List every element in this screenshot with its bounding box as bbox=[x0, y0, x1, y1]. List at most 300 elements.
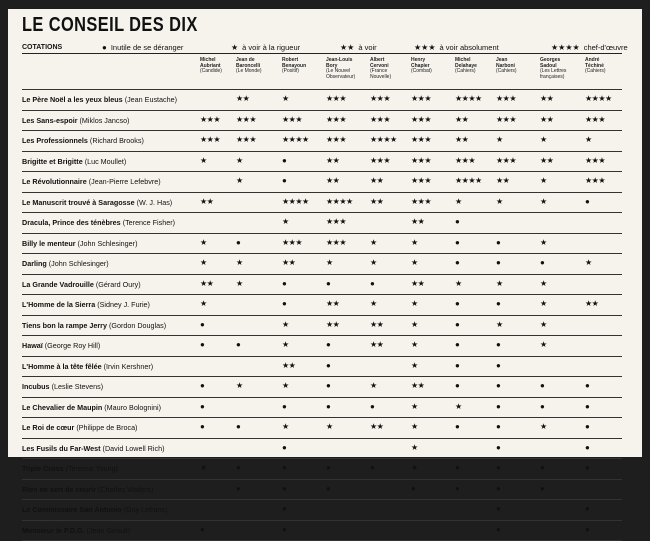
film-director: (John Schlesinger) bbox=[49, 259, 109, 268]
film-label bbox=[22, 341, 100, 350]
film-title: Monsieur le P.D.G. bbox=[22, 526, 85, 535]
rating-cell: ★ bbox=[370, 258, 377, 267]
rating-cell: ● bbox=[326, 361, 330, 370]
table-row bbox=[22, 397, 622, 419]
rating-cell: ★★ bbox=[370, 340, 383, 349]
rating-cell: ● bbox=[540, 484, 544, 493]
critic-header bbox=[326, 58, 355, 80]
rating-cell: ★★ bbox=[455, 135, 468, 144]
film-director: (Irvin Kershner) bbox=[104, 362, 154, 371]
critic-name: Albert Cervoni bbox=[370, 58, 391, 69]
film-label bbox=[22, 403, 161, 412]
rating-cell: ★ bbox=[326, 422, 333, 431]
rating-cell: ● bbox=[236, 340, 240, 349]
table-row bbox=[22, 417, 622, 439]
legend-item-rigueur: ★ à voir à la rigueur bbox=[231, 43, 300, 52]
rating-cell: ★★★★ bbox=[370, 135, 397, 144]
rating-cell: ● bbox=[236, 484, 240, 493]
rating-cell: ★ bbox=[540, 238, 547, 247]
critic-publication: (Les Lettres françaises) bbox=[540, 69, 566, 80]
film-label bbox=[22, 116, 129, 125]
critic-header bbox=[200, 58, 222, 75]
two-star-icon: ★★ bbox=[340, 43, 354, 52]
rating-cell: ● bbox=[496, 361, 500, 370]
rating-cell: ★★★ bbox=[236, 135, 256, 144]
rating-cell: ★★ bbox=[326, 176, 339, 185]
rating-cell: ★★★ bbox=[411, 176, 431, 185]
table-row bbox=[22, 520, 622, 541]
rating-cell: ★ bbox=[411, 463, 418, 472]
rating-cell: ● bbox=[585, 197, 589, 206]
film-label bbox=[22, 280, 141, 289]
critic-name: Georges Sadoul bbox=[540, 58, 566, 69]
film-title: Tiens bon la rampe Jerry bbox=[22, 321, 107, 330]
page-title: LE CONSEIL DES DIX bbox=[22, 14, 198, 37]
rating-cell: ★ bbox=[236, 258, 243, 267]
rating-cell: ● bbox=[200, 422, 204, 431]
table-row bbox=[22, 274, 622, 296]
rating-cell: ★★ bbox=[540, 156, 553, 165]
table-row bbox=[22, 458, 622, 480]
rating-cell: ★★★ bbox=[326, 115, 346, 124]
film-director: (Terence Young) bbox=[66, 464, 118, 473]
film-label bbox=[22, 464, 118, 473]
film-title: Triple Cross bbox=[22, 464, 64, 473]
critic-header bbox=[282, 58, 306, 75]
rating-cell: ★★★★ bbox=[282, 135, 309, 144]
rating-cell: ★★ bbox=[496, 176, 509, 185]
rating-cell: ★ bbox=[455, 279, 462, 288]
rating-cell: ★★★ bbox=[411, 94, 431, 103]
film-label bbox=[22, 259, 109, 268]
table-row bbox=[22, 151, 622, 173]
rating-cell: ★★★★ bbox=[585, 94, 612, 103]
table-row bbox=[22, 356, 622, 378]
rating-cell: ★★ bbox=[370, 176, 383, 185]
rating-cell: ★ bbox=[282, 217, 289, 226]
film-title: Darling bbox=[22, 259, 47, 268]
legend-item-absolument: ★★★ à voir absolument bbox=[414, 43, 499, 52]
rating-cell: ● bbox=[455, 258, 459, 267]
rating-cell: ★ bbox=[282, 320, 289, 329]
rating-cell: ● bbox=[585, 463, 589, 472]
film-director: (George Roy Hill) bbox=[45, 341, 101, 350]
rating-cell: ★ bbox=[411, 320, 418, 329]
film-director: (W. J. Has) bbox=[137, 198, 173, 207]
rating-cell: ★ bbox=[236, 156, 243, 165]
film-director: (Gordon Douglas) bbox=[109, 321, 166, 330]
film-label bbox=[22, 157, 126, 166]
film-director: (David Lowell Rich) bbox=[103, 444, 165, 453]
table-row bbox=[22, 438, 622, 460]
rating-cell: ● bbox=[282, 402, 286, 411]
rating-cell: ★ bbox=[200, 463, 207, 472]
rating-cell: ● bbox=[496, 258, 500, 267]
rating-cell: ★★★ bbox=[200, 115, 220, 124]
rating-cell: ● bbox=[540, 463, 544, 472]
rating-cell: ★★★ bbox=[411, 135, 431, 144]
legend-divider bbox=[22, 53, 622, 54]
rating-cell: ● bbox=[326, 402, 330, 411]
film-director: (Mauro Bolognini) bbox=[104, 403, 161, 412]
rating-cell: ● bbox=[282, 176, 286, 185]
film-director: (Philippe de Broca) bbox=[76, 423, 137, 432]
table-row bbox=[22, 212, 622, 234]
rating-cell: ★ bbox=[496, 279, 503, 288]
film-title: L'Homme à la tête fêlée bbox=[22, 362, 102, 371]
critic-name: Jean Narboni bbox=[496, 58, 517, 69]
rating-cell: ● bbox=[496, 443, 500, 452]
rating-cell: ★ bbox=[540, 340, 547, 349]
rating-cell: ★★ bbox=[411, 279, 424, 288]
rating-cell: ★ bbox=[496, 197, 503, 206]
critic-publication: (Candide) bbox=[200, 69, 222, 75]
rating-cell: ★★ bbox=[370, 422, 383, 431]
film-title: Brigitte et Brigitte bbox=[22, 157, 83, 166]
film-director: (Richard Brooks) bbox=[90, 136, 144, 145]
rating-cell: ● bbox=[326, 340, 330, 349]
rating-cell: ★★★ bbox=[370, 156, 390, 165]
film-label bbox=[22, 95, 177, 104]
rating-cell: ★ bbox=[370, 238, 377, 247]
legend-item-a-voir: ★★ à voir bbox=[340, 43, 377, 52]
rating-cell: ★ bbox=[540, 197, 547, 206]
rating-cell: ★★★ bbox=[326, 135, 346, 144]
table-row bbox=[22, 376, 622, 398]
critic-name: André Téchiné bbox=[585, 58, 606, 69]
rating-cell: ● bbox=[540, 402, 544, 411]
rating-cell: ● bbox=[540, 381, 544, 390]
rating-cell: ★ bbox=[200, 299, 207, 308]
film-label bbox=[22, 362, 153, 371]
film-director: (John Schlesinger) bbox=[78, 239, 138, 248]
table-row bbox=[22, 192, 622, 214]
rating-cell: ★★ bbox=[282, 361, 295, 370]
film-director: (Gérard Oury) bbox=[96, 280, 141, 289]
rating-cell: ● bbox=[370, 463, 374, 472]
critic-publication: (Le Monde) bbox=[236, 69, 262, 75]
rating-cell: ★ bbox=[585, 135, 592, 144]
table-row bbox=[22, 335, 622, 357]
film-title: Billy le menteur bbox=[22, 239, 76, 248]
rating-cell: ● bbox=[326, 484, 330, 493]
rating-cell: ★ bbox=[540, 422, 547, 431]
rating-cell: ★ bbox=[496, 135, 503, 144]
table-row bbox=[22, 233, 622, 255]
critic-publication: (Le Nouvel Observateur) bbox=[326, 69, 355, 80]
rating-cell: ● bbox=[236, 422, 240, 431]
rating-cell: ● bbox=[455, 238, 459, 247]
rating-cell: ★ bbox=[236, 381, 243, 390]
rating-cell: ● bbox=[496, 525, 500, 534]
rating-cell: ● bbox=[585, 381, 589, 390]
three-star-icon: ★★★ bbox=[414, 43, 436, 52]
rating-cell: ● bbox=[326, 381, 330, 390]
legend-item-inutile: ● Inutile de se déranger bbox=[102, 43, 183, 52]
film-label bbox=[22, 526, 130, 535]
rating-cell: ● bbox=[496, 238, 500, 247]
rating-cell: ★ bbox=[370, 299, 377, 308]
rating-cell: ★★ bbox=[455, 115, 468, 124]
critic-publication: (Cahiers) bbox=[496, 69, 517, 75]
rating-cell: ★ bbox=[411, 361, 418, 370]
table-row bbox=[22, 110, 622, 132]
rating-cell: ● bbox=[282, 156, 286, 165]
rating-cell: ★★ bbox=[411, 381, 424, 390]
critic-header bbox=[370, 58, 391, 80]
rating-cell: ★★★ bbox=[496, 94, 516, 103]
film-label bbox=[22, 423, 137, 432]
critic-publication: (Cahiers) bbox=[455, 69, 477, 75]
rating-cell: ★ bbox=[540, 135, 547, 144]
rating-cell: ★★★ bbox=[326, 94, 346, 103]
film-title: Le Révolutionnaire bbox=[22, 177, 87, 186]
rating-cell: ★ bbox=[200, 258, 207, 267]
film-title: Rien ne sert de courir bbox=[22, 485, 96, 494]
rating-cell: ★ bbox=[411, 238, 418, 247]
film-title: Le Manuscrit trouvé à Saragosse bbox=[22, 198, 135, 207]
rating-cell: ● bbox=[540, 258, 544, 267]
rating-cell: ★ bbox=[282, 340, 289, 349]
rating-cell: ● bbox=[455, 422, 459, 431]
film-title: Dracula, Prince des ténèbres bbox=[22, 218, 121, 227]
rating-cell: ★ bbox=[411, 340, 418, 349]
rating-cell: ★ bbox=[540, 299, 547, 308]
film-title: Le Père Noël a les yeux bleus bbox=[22, 95, 123, 104]
rating-cell: ★★★ bbox=[236, 115, 256, 124]
rating-cell: ● bbox=[282, 279, 286, 288]
critic-header bbox=[455, 58, 477, 75]
film-director: (Jean Girault) bbox=[87, 526, 131, 535]
rating-cell: ★ bbox=[282, 94, 289, 103]
rating-cell: ● bbox=[282, 504, 286, 513]
critic-publication: (Combat) bbox=[411, 69, 432, 75]
rating-cell: ★★ bbox=[200, 197, 213, 206]
rating-cell: ● bbox=[496, 299, 500, 308]
rating-cell: ★★ bbox=[540, 115, 553, 124]
rating-cell: ★ bbox=[200, 238, 207, 247]
rating-cell: ★★ bbox=[540, 94, 553, 103]
rating-cell: ★★★ bbox=[455, 156, 475, 165]
critic-name: Henry Chapier bbox=[411, 58, 432, 69]
critic-header bbox=[585, 58, 606, 75]
rating-cell: ● bbox=[200, 402, 204, 411]
rating-cell: ★★ bbox=[370, 197, 383, 206]
rating-cell: ★★★ bbox=[585, 115, 605, 124]
rating-cell: ● bbox=[585, 525, 589, 534]
film-director: (Charles Walters) bbox=[98, 485, 154, 494]
rating-cell: ★★★★ bbox=[326, 197, 353, 206]
rating-cell: ★★ bbox=[411, 217, 424, 226]
rating-cell: ★★★★ bbox=[455, 94, 482, 103]
rating-cell: ★★ bbox=[236, 94, 249, 103]
film-title: Incubus bbox=[22, 382, 50, 391]
magazine-page bbox=[8, 9, 642, 457]
rating-cell: ● bbox=[282, 525, 286, 534]
film-title: Les Fusils du Far-West bbox=[22, 444, 101, 453]
rating-cell: ★ bbox=[282, 381, 289, 390]
rating-cell: ★ bbox=[411, 422, 418, 431]
rating-cell: ● bbox=[455, 381, 459, 390]
rating-cell: ★ bbox=[540, 320, 547, 329]
critic-header bbox=[411, 58, 432, 75]
rating-cell: ● bbox=[282, 299, 286, 308]
film-title: Les Sans-espoir bbox=[22, 116, 78, 125]
film-director: (Miklos Jancso) bbox=[80, 116, 130, 125]
rating-cell: ● bbox=[496, 484, 500, 493]
rating-cell: ★★★ bbox=[326, 217, 346, 226]
film-label bbox=[22, 136, 144, 145]
rating-cell: ● bbox=[585, 443, 589, 452]
rating-cell: ★ bbox=[411, 443, 418, 452]
rating-cell: ● bbox=[496, 504, 500, 513]
rating-cell: ● bbox=[496, 381, 500, 390]
rating-cell: ★★ bbox=[585, 299, 598, 308]
dot-icon: ● bbox=[102, 43, 107, 52]
film-label bbox=[22, 177, 161, 186]
rating-cell: ★★★ bbox=[282, 115, 302, 124]
legend-item-chef-doeuvre: ★★★★ chef-d'œuvre bbox=[551, 43, 628, 52]
table-row bbox=[22, 89, 622, 111]
rating-cell: ● bbox=[455, 463, 459, 472]
rating-cell: ★ bbox=[326, 258, 333, 267]
rating-cell: ● bbox=[455, 484, 459, 493]
film-label bbox=[22, 300, 150, 309]
four-star-icon: ★★★★ bbox=[551, 43, 580, 52]
rating-cell: ★ bbox=[236, 176, 243, 185]
rating-cell: ★ bbox=[200, 156, 207, 165]
film-title: Le Chevalier de Maupin bbox=[22, 403, 102, 412]
table-row bbox=[22, 294, 622, 316]
rating-cell: ● bbox=[496, 422, 500, 431]
rating-cell: ● bbox=[455, 299, 459, 308]
rating-cell: ★★★ bbox=[411, 197, 431, 206]
rating-cell: ● bbox=[326, 279, 330, 288]
rating-cell: ★ bbox=[411, 258, 418, 267]
rating-cell: ● bbox=[282, 443, 286, 452]
rating-cell: ● bbox=[496, 340, 500, 349]
film-director: (Sidney J. Furie) bbox=[97, 300, 150, 309]
critic-header bbox=[540, 58, 566, 80]
rating-cell: ● bbox=[370, 402, 374, 411]
film-label bbox=[22, 382, 103, 391]
critic-name: Jean-Louis Bory bbox=[326, 58, 355, 69]
rating-cell: ● bbox=[585, 422, 589, 431]
film-label bbox=[22, 218, 175, 227]
rating-cell: ● bbox=[200, 525, 204, 534]
film-director: (Jean Eustache) bbox=[125, 95, 177, 104]
rating-cell: ★★ bbox=[326, 156, 339, 165]
film-title: Hawaï bbox=[22, 341, 43, 350]
rating-cell: ★★★ bbox=[585, 176, 605, 185]
critic-publication: (Cahiers) bbox=[585, 69, 606, 75]
cotations-label: COTATIONS bbox=[22, 44, 62, 51]
critic-name: Michel Delahaye bbox=[455, 58, 477, 69]
rating-cell: ★ bbox=[282, 422, 289, 431]
critic-publication: (France Nouvelle) bbox=[370, 69, 391, 80]
film-title: Le Commissaire San Antonio bbox=[22, 505, 122, 514]
table-row bbox=[22, 499, 622, 521]
rating-cell: ★ bbox=[411, 299, 418, 308]
film-title: Les Professionnels bbox=[22, 136, 88, 145]
critic-header bbox=[236, 58, 262, 75]
rating-cell: ★★ bbox=[282, 258, 295, 267]
rating-cell: ★★★★ bbox=[455, 176, 482, 185]
rating-cell: ★★★ bbox=[496, 156, 516, 165]
film-label bbox=[22, 321, 166, 330]
film-title: Le Roi de cœur bbox=[22, 423, 74, 432]
rating-cell: ★★ bbox=[370, 320, 383, 329]
rating-cell: ● bbox=[200, 320, 204, 329]
rating-cell: ★ bbox=[455, 402, 462, 411]
rating-cell: ★★★★ bbox=[282, 197, 309, 206]
table-row bbox=[22, 479, 622, 501]
critic-name: Robert Benayoun bbox=[282, 58, 306, 69]
film-label bbox=[22, 505, 168, 514]
film-label bbox=[22, 239, 137, 248]
rating-cell: ★ bbox=[496, 320, 503, 329]
rating-cell: ★ bbox=[455, 197, 462, 206]
one-star-icon: ★ bbox=[231, 43, 238, 52]
rating-cell: ● bbox=[585, 504, 589, 513]
rating-cell: ★ bbox=[370, 381, 377, 390]
rating-cell: ★★★ bbox=[496, 115, 516, 124]
rating-cell: ★★ bbox=[326, 320, 339, 329]
table-row bbox=[22, 315, 622, 337]
rating-cell: ● bbox=[455, 340, 459, 349]
film-label bbox=[22, 198, 172, 207]
rating-cell: ● bbox=[326, 463, 330, 472]
film-title: L'Homme de la Sierra bbox=[22, 300, 95, 309]
film-director: (Guy Lefranc) bbox=[124, 505, 168, 514]
rating-cell: ★★★ bbox=[370, 94, 390, 103]
rating-cell: ● bbox=[455, 361, 459, 370]
rating-cell: ★★★ bbox=[411, 115, 431, 124]
film-director: (Terence Fisher) bbox=[123, 218, 175, 227]
rating-cell: ★ bbox=[236, 279, 243, 288]
rating-cell: ★★★ bbox=[370, 115, 390, 124]
rating-cell: ● bbox=[200, 381, 204, 390]
rating-cell: ★★ bbox=[200, 279, 213, 288]
table-row bbox=[22, 253, 622, 275]
rating-cell: ● bbox=[585, 402, 589, 411]
rating-cell: ★★★ bbox=[282, 238, 302, 247]
film-director: (Jean-Pierre Lefebvre) bbox=[89, 177, 161, 186]
rating-cell: ● bbox=[496, 402, 500, 411]
rating-cell: ★ bbox=[540, 279, 547, 288]
rating-cell: ★★★ bbox=[200, 135, 220, 144]
film-label bbox=[22, 485, 154, 494]
rating-cell: ● bbox=[282, 484, 286, 493]
rating-cell: ● bbox=[236, 238, 240, 247]
rating-cell: ● bbox=[282, 463, 286, 472]
rating-cell: ● bbox=[200, 340, 204, 349]
critic-publication: (Positif) bbox=[282, 69, 306, 75]
film-director: (Luc Moullet) bbox=[85, 157, 127, 166]
rating-cell: ★ bbox=[585, 258, 592, 267]
rating-cell: ★★ bbox=[326, 299, 339, 308]
rating-cell: ★ bbox=[411, 402, 418, 411]
rating-cell: ★★★ bbox=[411, 156, 431, 165]
rating-cell: ● bbox=[455, 217, 459, 226]
rating-cell: ● bbox=[236, 463, 240, 472]
rating-cell: ● bbox=[370, 279, 374, 288]
critic-header bbox=[496, 58, 517, 75]
rating-cell: ★ bbox=[540, 176, 547, 185]
film-title: La Grande Vadrouille bbox=[22, 280, 94, 289]
film-director: (Leslie Stevens) bbox=[52, 382, 104, 391]
rating-cell: ● bbox=[455, 320, 459, 329]
